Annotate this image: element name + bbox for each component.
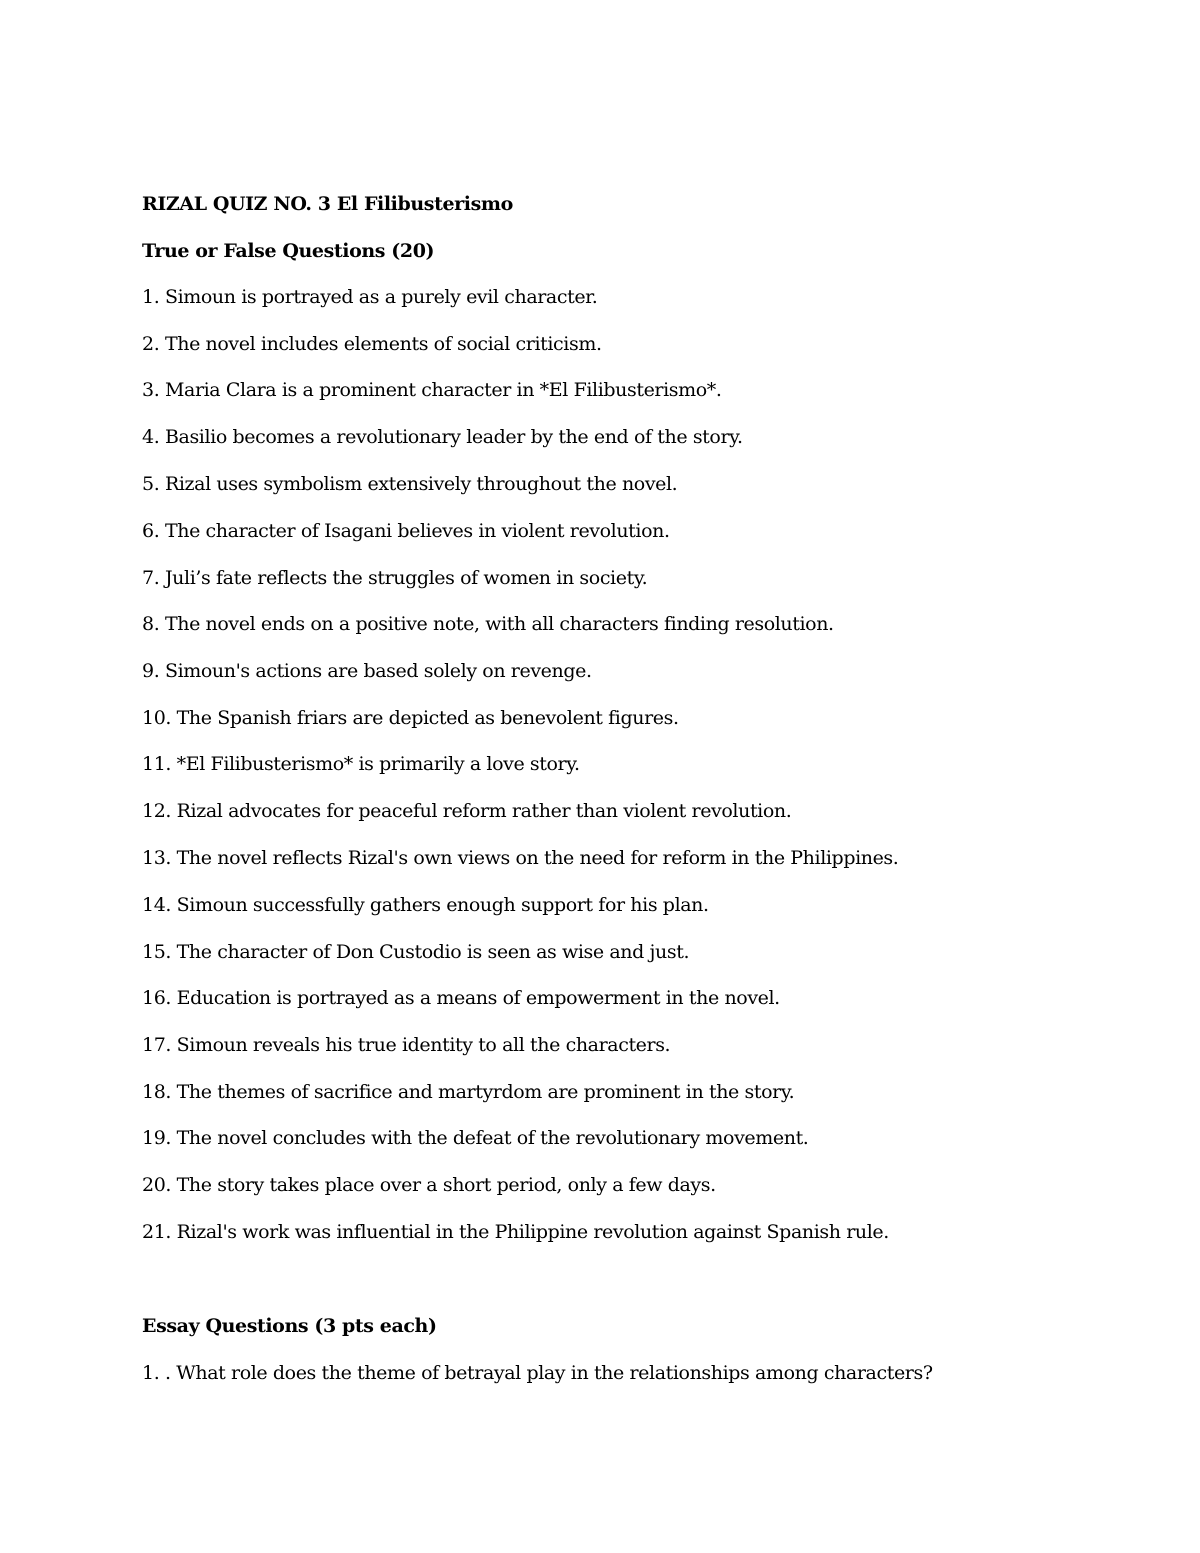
essay-heading: Essay Questions (3 pts each) (142, 1315, 437, 1337)
question-item: 5. Rizal uses symbolism extensively throughout the novel. (142, 473, 678, 495)
question-item: 16. Education is portrayed as a means of empowerment in the novel. (142, 987, 780, 1009)
true-false-heading: True or False Questions (20) (142, 240, 435, 262)
question-item: 20. The story takes place over a short period, only a few days. (142, 1174, 716, 1196)
question-item: 19. The novel concludes with the defeat of the revolutionary movement. (142, 1127, 809, 1149)
question-item: 2. The novel includes elements of social criticism. (142, 333, 602, 355)
question-item: 7. Juli’s fate reflects the struggles of women in society. (142, 567, 648, 589)
question-item: 10. The Spanish friars are depicted as benevolent figures. (142, 707, 679, 729)
question-item: 14. Simoun successfully gathers enough support for his plan. (142, 894, 709, 916)
document-title: RIZAL QUIZ NO. 3 El Filibusterismo (142, 193, 513, 215)
question-item: 17. Simoun reveals his true identity to all the characters. (142, 1034, 671, 1056)
question-item: 6. The character of Isagani believes in violent revolution. (142, 520, 670, 542)
question-item: 11. *El Filibusterismo* is primarily a love story. (142, 753, 580, 775)
question-item: 8. The novel ends on a positive note, with all characters finding resolution. (142, 613, 834, 635)
question-item: 15. The character of Don Custodio is seen as wise and just. (142, 941, 690, 963)
question-item: 9. Simoun's actions are based solely on revenge. (142, 660, 592, 682)
question-item: 12. Rizal advocates for peaceful reform rather than violent revolution. (142, 800, 792, 822)
question-item: 1. Simoun is portrayed as a purely evil character. (142, 286, 598, 308)
question-item: 4. Basilio becomes a revolutionary leader by the end of the story. (142, 426, 743, 448)
question-item: 18. The themes of sacrifice and martyrdom are prominent in the story. (142, 1081, 795, 1103)
question-item: 21. Rizal's work was influential in the Philippine revolution against Spanish rule. (142, 1221, 889, 1243)
essay-question-item: 1. . What role does the theme of betrayal play in the relationships among characters? (142, 1362, 933, 1384)
question-item: 13. The novel reflects Rizal's own views on the need for reform in the Philippines. (142, 847, 899, 869)
question-item: 3. Maria Clara is a prominent character in *El Filibusterismo*. (142, 379, 722, 401)
